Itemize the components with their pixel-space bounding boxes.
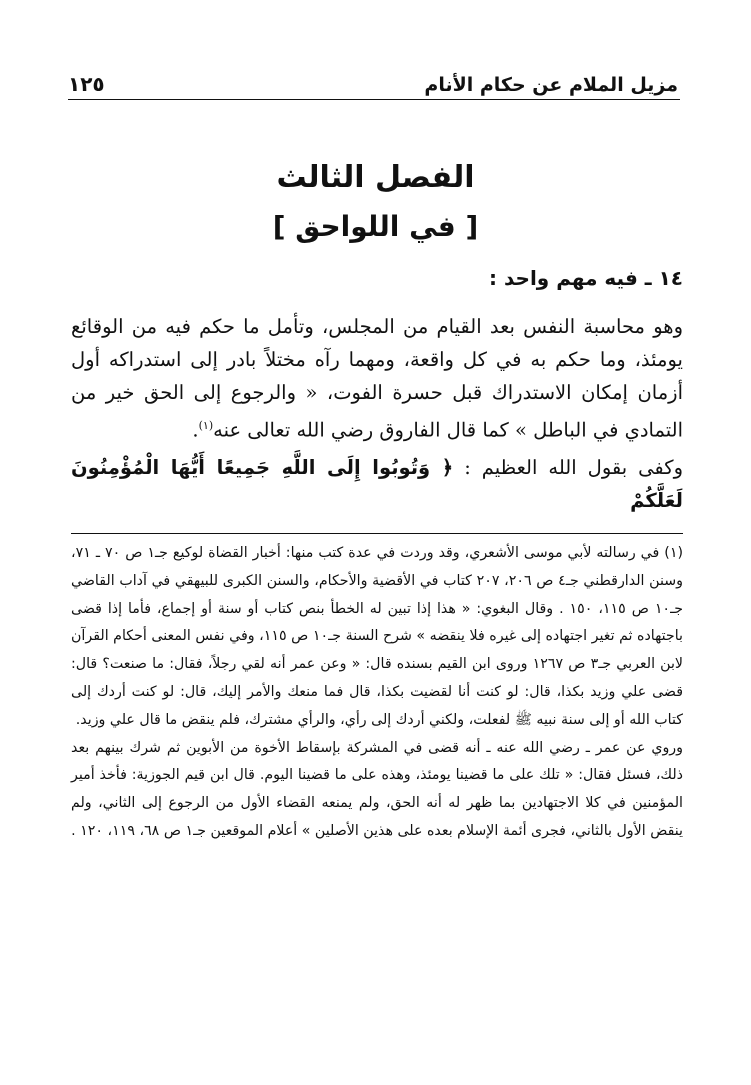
page-number: ١٢٥ [68, 72, 105, 96]
footnote-1: (١) في رسالته لأبي موسى الأشعري، وقد وردت في عدة كتب منها: أخبار القضاة لوكيع جـ١ ص ٧٠ ـ ٧١، وسنن الدارقطني جـ٤ ص ٢٠٦، ٢٠٧ كتاب في الأقضية والأحكام، والسنن الكبرى للبيهقي في آداب القاضي جـ١٠ ص ١١٥، ١٥٠ . وقال البغوي: « هذا إذا تبين له الخطأ بنص كتاب أو سنة أو إجماع، فأما إذا قضى باجتهاده ثم تغير اجتهاده إلى غيره فلا ينقضه » شرح السنة جـ١٠ ص ١١٥، وفي نفس المعنى أحكام القرآن لابن العربي جـ٣ ص ١٢٦٧ وروى ابن القيم بسنده قال: « وعن عمر أنه لقي رجلاً، فقال: ما صنعت؟ قال: قضى علي وزيد بكذا، قال: لو كنت أنا لقضيت بكذا، قال فما منعك والأمر إليك، قال: لو كنت أردك إلى كتاب الله أو إلى سنة نبيه ﷺ لفعلت، ولكني أردك إلى رأي، والرأي مشترك، فلم ينقض ما قال علي وزيد. [71, 545, 683, 728]
chapter-title: الفصل الثالث [276, 160, 475, 195]
footnote-continuation: وروي عن عمر ـ رضي الله عنه ـ أنه قضى في المشركة بإسقاط الأخوة من الأبوين ثم شرك بينهم بعد ذلك، فسئل فقال: « تلك على ما قضينا يومئذ، وهذه على ما قضينا اليوم. قال ابن قيم الجوزية: فأخذ أمير المؤمنين في كلا الاجتهادين بما ظهر له أنه الحق، ولم يمنعه القضاء الأول من الرجوع إلى الثاني، ولم ينقض الأول بالثاني، فجرى أئمة الإسلام بعده على هذين الأصلين » أعلام الموقعين جـ١ ص ٦٨، ١١٩، ١٢٠ . [71, 739, 683, 839]
main-text [71, 310, 683, 517]
verse-intro: وكفى بقول الله العظيم : [453, 455, 683, 479]
footnote-divider [71, 533, 683, 534]
quran-verse: ﴿ وَتُوبُوا إِلَى اللَّهِ جَمِيعًا أَيُّهَا الْمُؤْمِنُونَ لَعَلَّكُمْ [71, 455, 683, 512]
paragraph-text: وهو محاسبة النفس بعد القيام من المجلس، وتأمل ما حكم فيه من الوقائع يومئذ، وما حكم به في كل واقعة، ومهما رآه مختلاً بادر إلى استدراكه أول أزمان إمكان الاستدراك قبل حسرة الفوت، « والرجوع إلى الحق خير من التمادي في الباطل » كما قال الفاروق رضي الله تعالى عنه [71, 315, 683, 442]
verse-line [71, 451, 683, 517]
paragraph-end: . [192, 418, 199, 442]
footnote-marker: (١) [198, 419, 214, 432]
page-header [68, 62, 678, 96]
running-title: مزيل الملام عن حكام الأنام [424, 74, 678, 96]
footnotes [71, 540, 683, 846]
header-divider [68, 99, 680, 100]
main-paragraph [71, 310, 683, 447]
section-heading: ١٤ ـ فيه مهم واحد : [489, 266, 683, 290]
chapter-subtitle: [ في اللواحق ] [272, 210, 479, 243]
